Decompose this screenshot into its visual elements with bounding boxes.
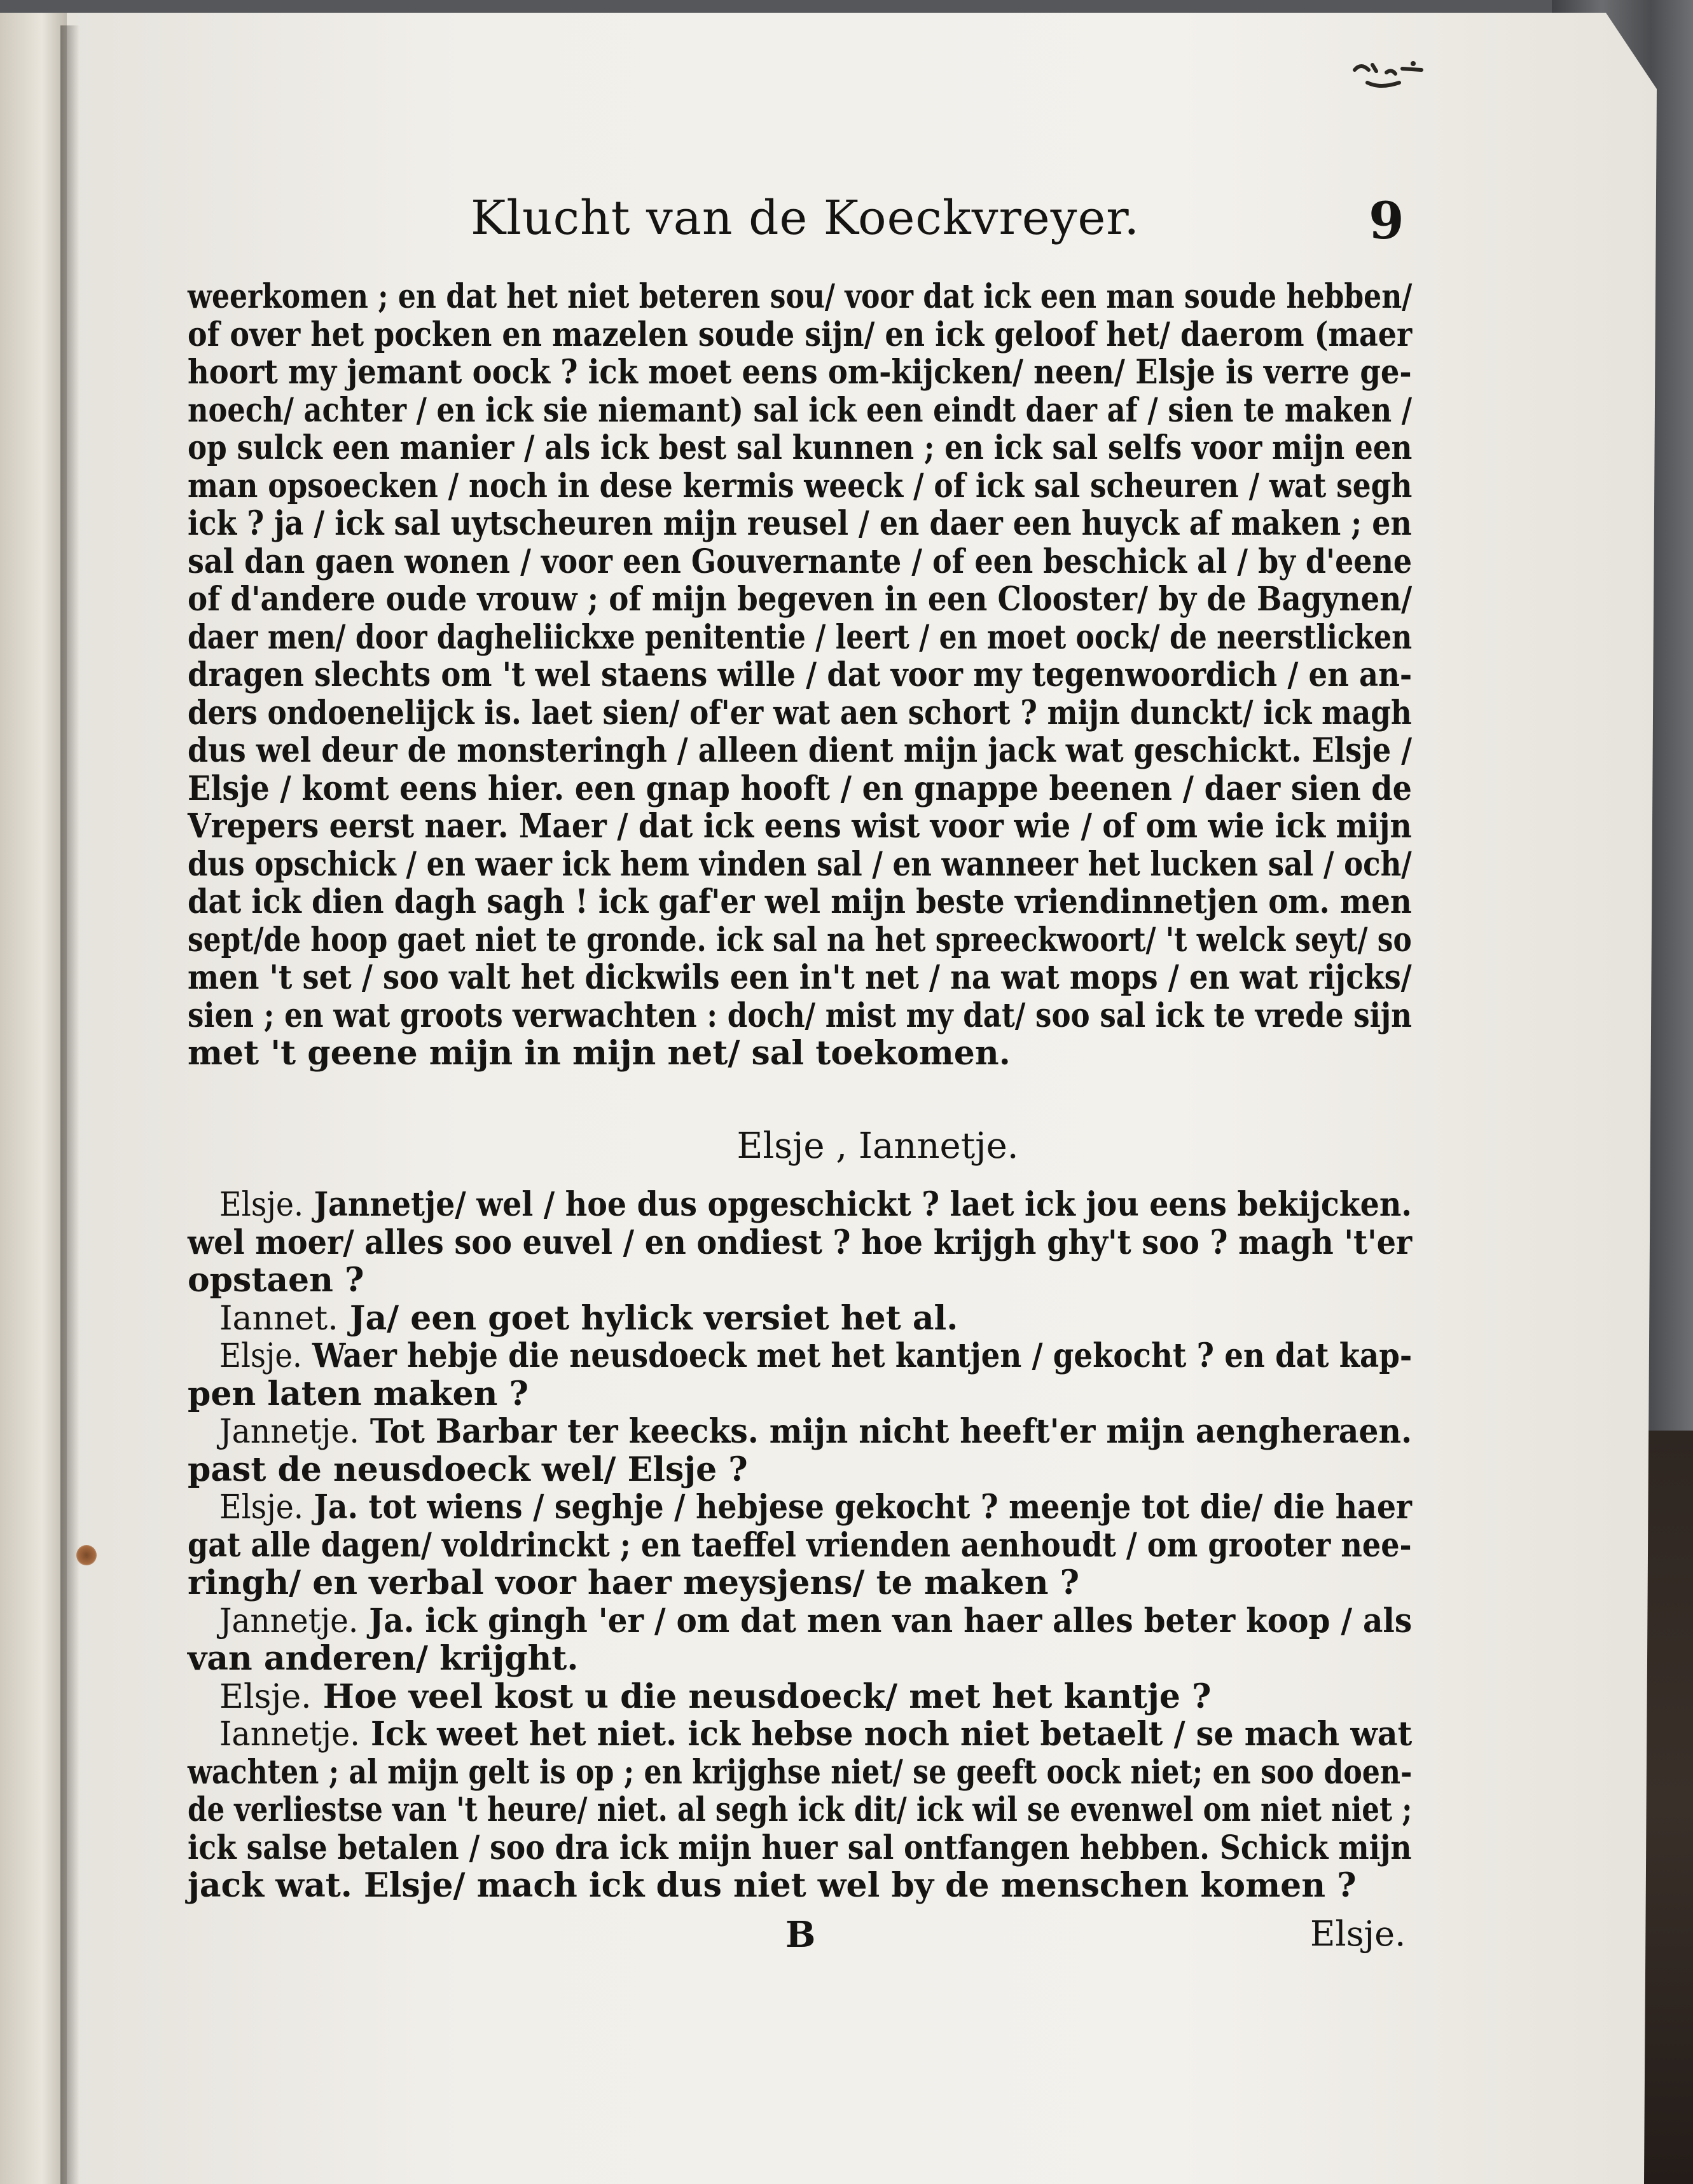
speaker-name: Jannetje. (219, 1413, 359, 1451)
dialogue-text: de verliestse van 't heure/ niet. al segh ick dit/ ick wil se evenwel om niet niet ; (188, 1790, 1413, 1829)
dialogue-text: Jannetje/ wel / hoe dus opgeschickt ? laet ick jou eens bekijcken. (303, 1185, 1412, 1224)
prose-line: sept/de hoop gaet niet te gronde. ick sal na het spreeckwoort/ 't welck seyt/ so (188, 920, 1412, 959)
dialogue-text: past de neusdoeck wel/ Elsje ? (188, 1450, 748, 1489)
prose-line: hoort my jemant oock ? ick moet eens om-kijcken/ neen/ Elsje is verre ge- (188, 353, 1412, 392)
dialogue-text: opstaen ? (188, 1261, 364, 1300)
dialogue-text: ringh/ en verbal voor haer meysjens/ te maken ? (188, 1563, 1080, 1602)
prose-line: op sulck een manier / als ick best sal kunnen ; en ick sal selfs voor mijn een (188, 429, 1413, 467)
facing-page-edge (0, 13, 70, 2184)
prose-line: sien ; en wat groots verwachten : doch/ mist my dat/ soo sal ick te vrede sijn (188, 996, 1412, 1035)
dialogue-line (188, 1864, 1412, 1908)
prose-line: weerkomen ; en dat het niet beteren sou/ voor dat ick een man soude hebben/ (188, 277, 1413, 316)
dialogue-text: Hoe veel kost u die neusdoeck/ met het kantje ? (311, 1677, 1212, 1716)
prose-line: dus opschick / en waer ick hem vinden sal / en wanneer het lucken sal / och/ (188, 844, 1412, 884)
speaker-name: Elsje. (219, 1488, 303, 1527)
prose-line: Vrepers eerst naer. Maer / dat ick eens wist voor wie / of om wie ick mijn (188, 807, 1412, 846)
catchword: Elsje. (1310, 1914, 1406, 1954)
dialogue-text: pen laten maken ? (188, 1374, 529, 1413)
prose-line: daer men/ door dagheliickxe penitentie / leert / en moet oock/ de neerstlicken (188, 617, 1413, 657)
dialogue-text: wachten ; al mijn gelt is op ; en krijghse niet/ se geeft oock niet; en soo doen- (188, 1752, 1413, 1792)
prose-line: of d'andere oude vrouw ; of mijn begeven in een Clooster/ by de Bagynen/ (188, 580, 1413, 619)
prose-line: ick ? ja / ick sal uytscheuren mijn reusel / en daer een huyck af maken ; en (188, 504, 1412, 543)
prose-line: men 't set / soo valt het dickwils een in't net / na wat mops / en wat rijcks/ (188, 958, 1412, 997)
prose-line: met 't geene mijn in mijn net/ sal toekomen. (188, 1034, 1011, 1073)
dialogue-text: wel moer/ alles soo euvel / en ondiest ? hoe krijgh ghy't soo ? magh 't'er (188, 1223, 1413, 1262)
dialogue-text: Waer hebje die neusdoeck met het kantjen / gekocht ? en dat kap- (301, 1336, 1413, 1375)
prose-line: Elsje / komt eens hier. een gnap hooft / en gnappe beenen / daer sien de (188, 769, 1412, 808)
dialogue-text: van anderen/ krijght. (188, 1639, 579, 1678)
dialogue-text: jack wat. Elsje/ mach ick dus niet wel by de menschen komen ? (188, 1866, 1357, 1905)
speaker-name: Jannetje. (219, 1602, 359, 1640)
speaker-name: Iannetje. (219, 1715, 360, 1754)
prose-line: dus wel deur de monsteringh / alleen dient mijn jack wat geschickt. Elsje / (188, 731, 1413, 770)
prose-line: ders ondoenelijck is. laet sien/ of'er wat aen schort ? mijn dunckt/ ick magh (188, 693, 1412, 732)
binding-hole (76, 1545, 97, 1565)
speaker-name: Elsje. (219, 1677, 312, 1716)
scene-heading: Elsje , Iannetje. (736, 1125, 1019, 1167)
prose-line: noech/ achter / en ick sie niemant) sal ick een eindt daer af / sien te maken / (188, 390, 1413, 430)
book-gutter-shadow (60, 25, 79, 2184)
ink-mark-icon (1342, 51, 1437, 108)
dialogue-text: gat alle dagen/ voldrinckt ; en taeffel vrienden aenhoudt / om grooter nee- (188, 1525, 1412, 1565)
speaker-name: Elsje. (219, 1186, 304, 1224)
dialogue-text: Ja/ een goet hylick versiet het al. (338, 1298, 958, 1338)
running-head: Klucht van de Koeckvreyer. (471, 191, 1140, 245)
prose-line: of over het pocken en mazelen soude sijn/ en ick geloof het/ daerom (maer (188, 315, 1413, 354)
prose-line: dat ick dien dagh sagh ! ick gaf'er wel mijn beste vriendinnetjen om. men (188, 883, 1412, 921)
dialogue-text: Tot Barbar ter keecks. mijn nicht heeft'er mijn aengheraen. (359, 1412, 1413, 1451)
speaker-name: Elsje. (219, 1337, 302, 1375)
page-number: 9 (1369, 191, 1404, 251)
dialogue-text: ick salse betalen / soo dra ick mijn huer sal ontfangen hebben. Schick mijn (188, 1828, 1412, 1867)
prose-line: dragen slechts om 't wel staens wille / dat voor my tegenwoordich / en an- (188, 656, 1413, 694)
dialogue-text: Ja. ick gingh 'er / om dat men van haer alles beter koop / als (358, 1601, 1413, 1640)
speaker-name: Iannet. (219, 1299, 338, 1338)
signature-mark: B (785, 1914, 816, 1956)
dialogue-text: Ick weet het niet. ick hebse noch niet betaelt / se mach wat (359, 1715, 1413, 1754)
prose-line: sal dan gaen wonen / voor een Gouvernante / of een beschick al / by d'eene (188, 542, 1413, 581)
dialogue-text: Ja. tot wiens / seghje / hebjese gekocht ? meenje tot die/ die haer (303, 1488, 1412, 1527)
prose-line: man opsoecken / noch in dese kermis weeck / of ick sal scheuren / wat segh (188, 466, 1413, 505)
